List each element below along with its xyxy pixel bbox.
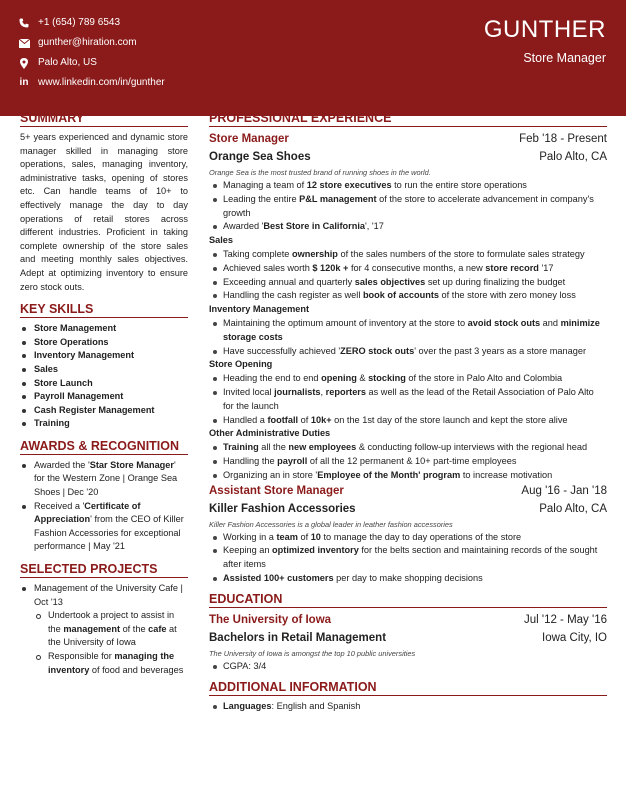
bullet: Invited local journalists, reporters as well as the lead of the Retail Association of Palo Alto for the launch: [209, 386, 607, 414]
summary-title: SUMMARY: [20, 111, 188, 127]
resume-header: [0, 0, 626, 116]
project-detail: Responsible for managing the inventory of food and beverages: [34, 650, 188, 677]
bullet: Handled a footfall of 10k+ on the 1st day of the store launch and kept the store alive: [209, 414, 607, 428]
skill-item: Inventory Management: [20, 349, 188, 363]
linkedin-link[interactable]: www.linkedin.com/in/gunther: [38, 77, 165, 88]
skills-list: [20, 322, 188, 431]
project-sub-list: [34, 609, 188, 677]
skill-item: Store Launch: [20, 377, 188, 391]
mail-icon: [18, 37, 30, 49]
linkedin-icon: in: [19, 77, 29, 88]
job-dates: Aug '16 - Jan '18: [521, 484, 607, 497]
job-header: [209, 483, 607, 500]
phone-icon: [18, 17, 30, 29]
category-label: Store Opening: [209, 359, 273, 370]
school-row: [209, 612, 607, 629]
awards-list: [20, 459, 188, 554]
category-label: Sales: [209, 235, 234, 246]
opening-bullets: [209, 372, 607, 427]
award-item: Received a 'Certificate of Appreciation' from the CEO of Killer Fashion Accessories for exceptional performance | May '21: [20, 500, 188, 554]
company-row: [209, 148, 607, 166]
skill-item: Store Management: [20, 322, 188, 336]
projects-title: SELECTED PROJECTS: [20, 562, 188, 578]
job-header: [209, 131, 607, 148]
degree-name: Bachelors in Retail Management: [209, 631, 387, 644]
education-bullets: [209, 660, 607, 674]
summary-text: 5+ years experienced and dynamic store manager skilled in managing store operations, sales, managing inventory, administrative tasks, opening of stores etc. Can handle teams of 10+ to effectively manage the day to day operations of retail stores across different industries. Proficient in taking complete ownership of the store sales and meeting monthly sales objectives. Adept at optimizing inventory to ensure zero stock outs.: [20, 132, 188, 292]
admin-bullets: [209, 441, 607, 482]
education-title: EDUCATION: [209, 592, 607, 608]
education-location: Iowa City, IO: [542, 631, 607, 644]
job-title: Assistant Store Manager: [209, 484, 344, 497]
email-link[interactable]: gunther@hiration.com: [38, 37, 137, 48]
skill-item: Training: [20, 417, 188, 431]
bullet: Keeping an optimized inventory for the belts section and maintaining records of the sought after items: [209, 544, 607, 572]
bullet: Handling the cash register as well book of accounts of the store with zero money loss: [209, 289, 607, 303]
bullet: Exceeding annual and quarterly sales objectives set up during finalizing the budget: [209, 276, 607, 290]
category-label: Inventory Management: [209, 304, 310, 315]
education-dates: Jul '12 - May '16: [523, 613, 607, 626]
location-pin-icon: [18, 57, 30, 69]
company-location: Palo Alto, CA: [539, 502, 607, 515]
contact-email: [18, 33, 165, 53]
company-description: Orange Sea is the most trusted brand of running shoes in the world.: [209, 168, 431, 177]
skill-item: Cash Register Management: [20, 404, 188, 418]
candidate-name: GUNTHER: [483, 16, 606, 43]
inventory-bullets: [209, 317, 607, 358]
bullet: Organizing an in store 'Employee of the Month' program to increase motivation: [209, 469, 607, 483]
job-title: Store Manager: [209, 133, 289, 145]
bullet: Managing a team of 12 store executives to run the entire store operations: [209, 179, 607, 193]
company-name: Killer Fashion Accessories: [209, 502, 356, 515]
project-detail: Undertook a project to assist in the management of the cafe at the University of Iowa: [34, 609, 188, 650]
skill-item: Sales: [20, 363, 188, 377]
company-name: Orange Sea Shoes: [209, 151, 311, 163]
bullet: Maintaining the optimum amount of inventory at the store to avoid stock outs and minimize storage costs: [209, 317, 607, 345]
skill-item: Payroll Management: [20, 390, 188, 404]
awards-title: AWARDS & RECOGNITION: [20, 439, 188, 455]
category-label: Other Administrative Duties: [209, 428, 331, 439]
job-dates: Feb '18 - Present: [519, 133, 607, 145]
candidate-role: Store Manager: [523, 51, 606, 65]
job-bullets: [209, 179, 607, 234]
skill-item: Store Operations: [20, 336, 188, 350]
skills-title: KEY SKILLS: [20, 302, 188, 318]
bullet: Have successfully achieved 'ZERO stock outs' over the past 3 years as a store manager: [209, 345, 607, 359]
bullet: Languages: English and Spanish: [209, 700, 607, 714]
company-location: Palo Alto, CA: [539, 151, 607, 163]
additional-bullets: [209, 700, 607, 714]
contact-linkedin: [18, 73, 165, 93]
degree-row: [209, 629, 607, 647]
bullet: Heading the end to end opening & stocking of the store in Palo Alto and Colombia: [209, 372, 607, 386]
bullet: Taking complete ownership of the sales numbers of the store to formulate sales strategy: [209, 248, 607, 262]
right-column: [209, 111, 607, 713]
phone-text: +1 (654) 789 6543: [38, 17, 121, 28]
company-description: Killer Fashion Accessories is a global leader in leather fashion accessories: [209, 519, 453, 529]
additional-title: ADDITIONAL INFORMATION: [209, 680, 607, 696]
left-column: [20, 111, 188, 677]
contact-phone: [18, 13, 165, 33]
contact-block: [18, 13, 165, 93]
bullet: Working in a team of 10 to manage the day to day operations of the store: [209, 531, 607, 545]
location-text: Palo Alto, US: [38, 57, 97, 68]
school-description: The University of Iowa is amongst the top 10 public universities: [209, 648, 416, 658]
bullet: Awarded 'Best Store in California', '17: [209, 220, 607, 234]
bullet: Handling the payroll of all the 12 permanent & 10+ part-time employees: [209, 455, 607, 469]
bullet: Achieved sales worth $ 120k + for 4 consecutive months, a new store record '17: [209, 262, 607, 276]
award-item: Awarded the 'Star Store Manager' for the Western Zone | Orange Sea Shoes | Dec '20: [20, 459, 188, 500]
bullet: Assisted 100+ customers per day to make shopping decisions: [209, 572, 607, 586]
bullet: Training all the new employees & conducting follow-up interviews with the regional head: [209, 441, 607, 455]
project-item: Management of the University Cafe | Oct '13 Undertook a project to assist in the management of the cafe at the University of Iowa Responsible for managing the inventory of food and beverages: [20, 582, 188, 677]
school-name: The University of Iowa: [209, 613, 332, 626]
bullet: CGPA: 3/4: [209, 660, 607, 674]
projects-list: [20, 582, 188, 677]
bullet: Leading the entire P&L management of the store to accelerate advancement in company's growth: [209, 193, 607, 221]
job-bullets: [209, 531, 607, 586]
contact-location: [18, 53, 165, 73]
company-row: [209, 500, 607, 518]
experience-title: PROFESSIONAL EXPERIENCE: [209, 111, 607, 127]
sales-bullets: [209, 248, 607, 303]
